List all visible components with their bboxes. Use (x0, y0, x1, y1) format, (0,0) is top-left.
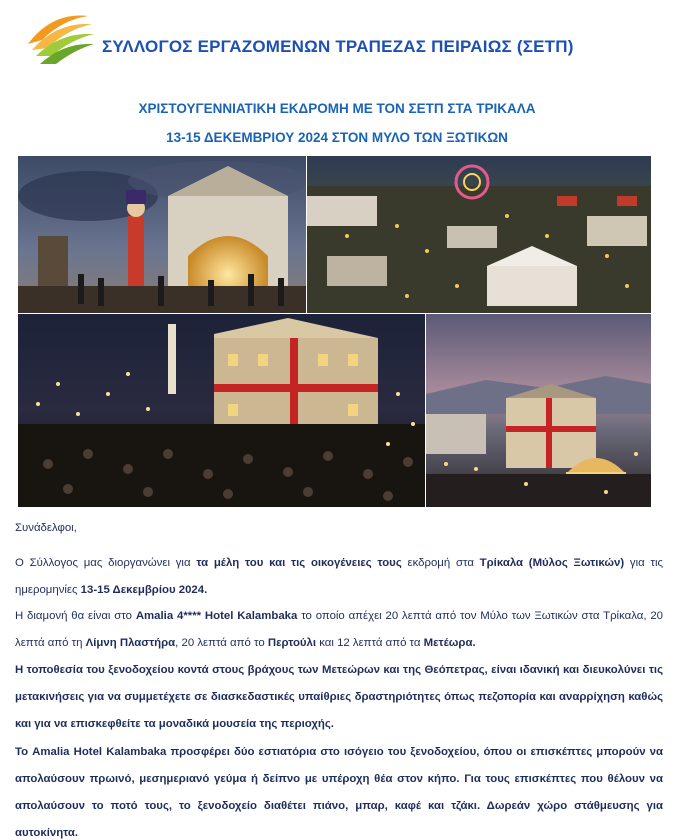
event-title: ΧΡΙΣΤΟΥΓΕΝΝΙΑΤΙΚΗ ΕΚΔΡΟΜΗ ΜΕ ΤΟΝ ΣΕΤΠ ΣΤΑ ΤΡΙΚΑΛΑ (138, 101, 536, 116)
paragraph-trip-intro (15, 550, 663, 604)
p1-members: τα μέλη του και τις οικογένειες τους (196, 557, 402, 569)
p2-text: και 12 λεπτά από τα (316, 637, 424, 649)
paragraph-hotel (15, 603, 663, 657)
header (22, 10, 662, 68)
p2-hotel-name: Amalia 4**** Hotel Kalambaka (135, 610, 298, 622)
photo-mill-carousel (426, 314, 651, 507)
paragraph-location: Η τοποθεσία του ξενοδοχείου κοντά στους βράχους των Μετεώρων και της Θεόπετρας, είναι ιδανική και διευκολύνει τις μετακινήσεις για να συμμετέχετε σε διασκεδαστικές υπαίθριες δραστηριότητες όπως πεζοπορία και αναρρίχηση καθώς και για να επισκεφθείτε τα μοναδικά μουσεία της περιοχής. (15, 664, 663, 730)
p2-text: , 20 λεπτά από το (175, 637, 268, 649)
photo-nutcracker-gate (18, 156, 306, 313)
p1-dates: 13-15 Δεκεμβρίου 2024. (80, 584, 208, 596)
setp-logo-icon (22, 10, 94, 68)
p1-destination: Τρίκαλα (Μύλος Ξωτικών) (479, 557, 625, 569)
greeting: Συνάδελφοι, (15, 522, 77, 534)
p1-text: εκδρομή στα (401, 557, 480, 569)
event-dates: 13-15 ΔΕΚΕΜΒΡΙΟΥ 2024 ΣΤΟΝ ΜΥΛΟ ΤΩΝ ΞΩΤΙΚΩΝ (166, 130, 508, 145)
p2-text: το οποίο απέχει 20 λεπτά από τον Μύλο των Ξωτικών στα Τρίκαλα, 20 λεπτά από τη (15, 610, 663, 649)
photo-mill-crowd (18, 314, 425, 507)
paragraph-amenities: Το Amalia Hotel Kalambaka προσφέρει δύο εστιατόρια στο ισόγειο του ξενοδοχείου, όπου οι επισκέπτες μπορούν να απολαύσουν πρωινό, μεσημεριανό γεύμα ή δείπνο με υπέροχη θέα στον κήπο. Για τους επισκέπτες που θέλουν να απολαύσουν το ποτό τους, το ξενοδοχείο διαθέτει πιάνο, μπαρ, καφέ και τζάκι. Δωρεάν χώρο στάθμευσης για αυτοκίνητα. (15, 746, 663, 839)
p2-meteora: Μετέωρα. (423, 637, 476, 649)
p2-text: Η διαμονή θα είναι στο (15, 610, 136, 622)
organization-name: ΣΥΛΛΟΓΟΣ ΕΡΓΑΖΟΜΕΝΩΝ ΤΡΑΠΕΖΑΣ ΠΕΙΡΑΙΩΣ (ΣΕΤΠ) (102, 37, 574, 56)
p2-lake: Λίμνη Πλαστήρα (85, 637, 176, 649)
p2-pertouli: Περτούλι (267, 637, 317, 649)
photo-village-aerial (307, 156, 651, 313)
p1-text: Ο Σύλλογος μας διοργανώνει για (15, 557, 197, 569)
p1-text: για τις ημερομηνίες (15, 557, 663, 596)
